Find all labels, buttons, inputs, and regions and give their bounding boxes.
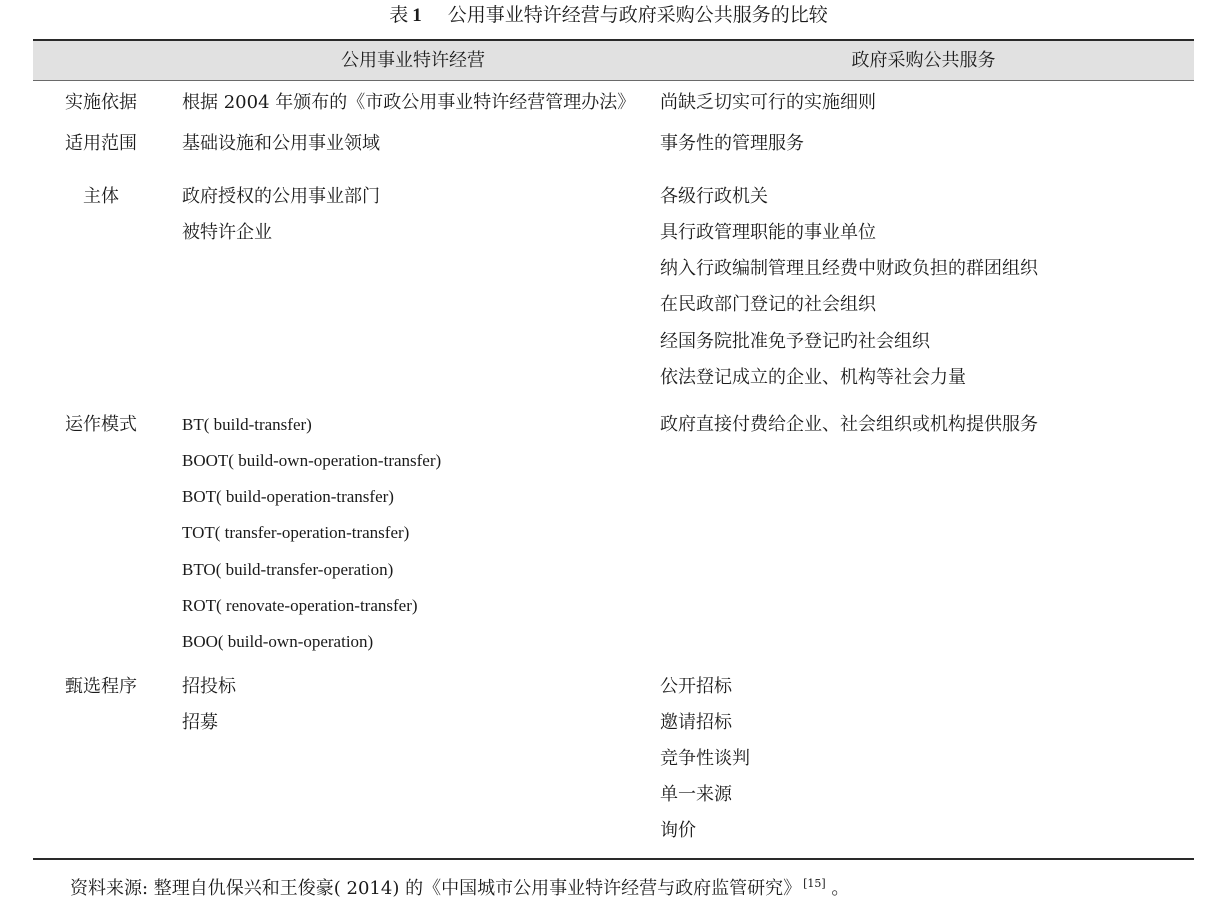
cell-scope-franchise: 基础设施和公用事业领域 xyxy=(182,133,380,154)
cell-basis-franchise: 根据 2004 年颁布的《市政公用事业特许经营管理办法》 xyxy=(182,92,636,113)
cell-subject-procurement-3: 纳入行政编制管理且经费中财政负担的群团组织 xyxy=(660,258,1038,279)
header-col-franchise: 公用事业特许经营 xyxy=(341,50,485,71)
table-header xyxy=(33,41,1194,81)
table-caption xyxy=(0,0,1217,32)
cell-subject-franchise-2: 被特许企业 xyxy=(182,222,272,243)
row-label-mode: 运作模式 xyxy=(65,414,137,435)
cell-scope-procurement: 事务性的管理服务 xyxy=(660,133,804,154)
cell-subject-procurement-4: 在民政部门登记的社会组织 xyxy=(660,294,876,315)
cell-selection-procurement-4: 单一来源 xyxy=(660,784,732,805)
cell-selection-franchise-2: 招募 xyxy=(182,712,218,733)
cell-mode-franchise-4: TOT( transfer-operation-transfer) xyxy=(182,523,410,542)
caption-number: 1 xyxy=(412,5,422,26)
cell-subject-procurement-6: 依法登记成立的企业、机构等社会力量 xyxy=(660,367,966,388)
cell-selection-procurement-3: 竞争性谈判 xyxy=(660,748,750,769)
source-note xyxy=(70,878,849,900)
cell-mode-procurement: 政府直接付费给企业、社会组织或机构提供服务 xyxy=(660,414,1038,435)
cell-basis-procurement: 尚缺乏切实可行的实施细则 xyxy=(660,92,876,113)
cell-selection-procurement-1: 公开招标 xyxy=(660,676,732,697)
cell-subject-procurement-2: 具行政管理职能的事业单位 xyxy=(660,222,876,243)
reference-marker: [15] xyxy=(803,877,826,890)
source-end: 。 xyxy=(825,878,850,899)
table-bottom-rule xyxy=(33,858,1194,860)
cell-subject-franchise-1: 政府授权的公用事业部门 xyxy=(182,186,380,207)
row-label-scope: 适用范围 xyxy=(65,133,137,154)
cell-mode-franchise-2: BOOT( build-own-operation-transfer) xyxy=(182,451,442,470)
row-label-subject: 主体 xyxy=(83,186,119,207)
row-label-basis: 实施依据 xyxy=(65,92,137,113)
cell-selection-franchise-1: 招投标 xyxy=(182,676,236,697)
cell-subject-procurement-1: 各级行政机关 xyxy=(660,186,768,207)
cell-selection-procurement-5: 询价 xyxy=(660,820,696,841)
row-label-selection: 甄选程序 xyxy=(65,676,137,697)
caption-prefix: 表 xyxy=(389,4,409,26)
cell-mode-franchise-3: BOT( build-operation-transfer) xyxy=(182,487,394,506)
cell-mode-franchise-7: BOO( build-own-operation) xyxy=(182,632,374,651)
cell-mode-franchise-5: BTO( build-transfer-operation) xyxy=(182,560,394,579)
caption-title: 公用事业特许经营与政府采购公共服务的比较 xyxy=(447,4,828,26)
header-col-procurement: 政府采购公共服务 xyxy=(851,50,996,71)
cell-mode-franchise-1: BT( build-transfer) xyxy=(182,415,312,434)
cell-mode-franchise-6: ROT( renovate-operation-transfer) xyxy=(182,596,418,615)
source-text: 资料来源: 整理自仇保兴和王俊豪( 2014) 的《中国城市公用事业特许经营与政府监管研究》 xyxy=(70,878,802,899)
cell-subject-procurement-5: 经国务院批准免予登记旳社会组织 xyxy=(660,331,930,352)
cell-selection-procurement-2: 邀请招标 xyxy=(660,712,732,733)
